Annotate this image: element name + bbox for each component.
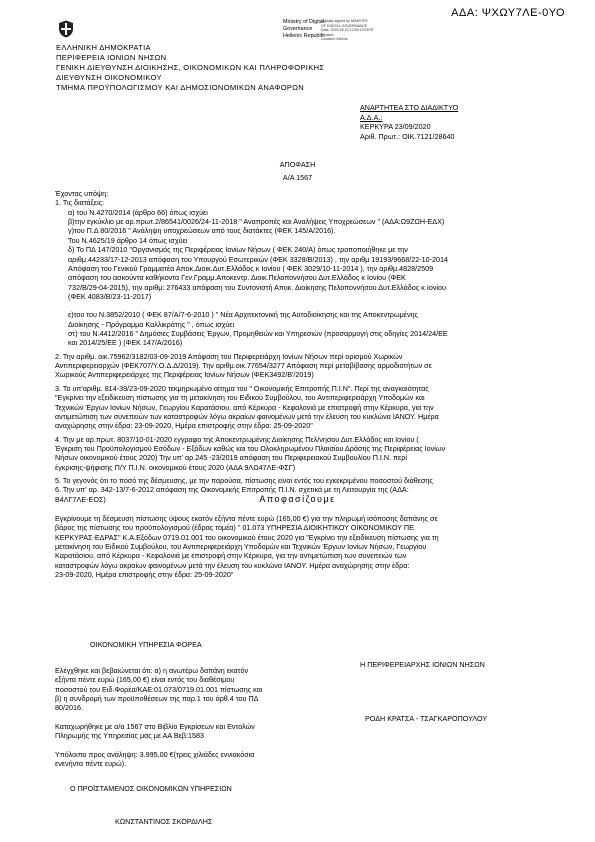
decision-line: καταστροφών λόγω ακραίων φαινομένων μετά την έλευση του κυκλώνα ΙΑΝΟΥ. Ημέρα αναχώρησης στην έδρα: <box>55 560 410 570</box>
item-2 <box>55 352 552 380</box>
protocol-number: Αριθ. Πρωτ.: ΟΙΚ.7121/28640 <box>360 132 455 142</box>
item-3-line: αναχώρησης στην έδρα: 23-09-2020, Ημέρα επιστροφής στην έδρα: 25-09-2020" <box>55 421 313 431</box>
posting-notice: ΑΝΑΡΤΗΤΕΑ ΣΤΟ ΔΙΑΔΙΚΤΥΟ <box>360 103 459 112</box>
provision-line: α) του Ν.4270/2014 (άρθρο 66) όπως ισχύει <box>68 207 208 217</box>
registration-line: Καταχωρήθηκε με α/α 1567 στο Βιβλίο Εγκρίσεων και Εντολών <box>55 721 255 731</box>
provision-line: και 2014/25/ΕΕ ) (ΦΕΚ 147/Α/2016) <box>68 338 183 348</box>
item-4-line: 4. Την με αρ.πρωτ. 8037/10-01-2020 εγγραφο της Αποκεντρωμένης Διοίκησης Πελ/νησου Δυτ.Ελλάδος και Ιονίου ( <box>55 434 419 444</box>
provision-line: αριθμ.44233/17-12-2013 απόφαση του Υπουργού Εσωτερικών (ΦΕΚ 3328/Β/2013) , την αριθμ 19193/9668/22-10-2014 <box>68 254 448 264</box>
header-line: ΤΜΗΜΑ ΠΡΟΫΠΟΛΟΓΙΣΜΟΥ ΚΑΙ ΔΗΜΟΣΙΟΝΟΜΙΚΩΝ ΑΝΑΦΟΡΩΝ <box>56 83 305 93</box>
document-info <box>360 103 458 142</box>
item-2-line: 2. Την αριθμ. οικ.75962/3182/03-09-2019 Απόφαση του Περιφερειάρχη Ιονίων Νήσων περί ορισμού Χωρικών <box>55 351 403 361</box>
decision-line: μετακίνηση του Ειδικού Συμβούλου, του Αντιπεριφερειάρχη Υποδομών και Τεχνικών Έργων Ιονίων Νήσων, Γεωργίου <box>55 542 427 552</box>
digital-signature-details <box>321 19 374 42</box>
header-line: ΔΙΕΥΘΥΝΣΗ ΟΙΚΟΝΟΜΙΚΟΥ <box>56 73 162 83</box>
item-4-line: Νήσων οικονομικού έτους 2020) Την υπ' αρ.245 -23/2019 απόφαση του Περιφερειακού Συμβουλίου Π.Ι.Ν. περί <box>55 453 407 463</box>
ada-code-top: ΑΔΑ: ΨΧΩΥ7ΛΕ-0ΥΟ <box>451 7 565 19</box>
digital-signature-block <box>283 19 325 39</box>
decision-line: βάρος της πίστωσης του προϋπολογισμού (έδρας τομέα) " 01.073 ΥΠΗΡΕΣΙΑ ΔΙΟΙΚΗΤΙΚΟΥ ΟΙΚΟΝΟΜΙΚΟΥ ΠΕ <box>55 523 414 533</box>
item-1-label: 1. Τις διατάξεις: <box>55 198 105 208</box>
item-6-line: 6. Την υπ' αρ. 342-13/7-6-2012 απόφαση της Οικονομικής Επιτροπής Π.Ι.Ν. σχετικά με τη Λειτουργία της (ΑΔΑ: <box>55 485 409 495</box>
issuer-header <box>56 43 324 93</box>
registration-line: Πληρωμής της Υπηρεσίας μας με ΑΑ Βεβ:1583 <box>55 731 204 741</box>
decision-title: ΑΠΟΦΑΣΗ <box>279 160 316 169</box>
provision-line: απόφαση του ασκούντα καθήκοντα Γεν.Γραμμ.Αποκεντρ. Διοικ.Πελοποννήσου Δυτ.Ελλάδος κ Ιονίου (ΦΕΚ <box>68 273 406 283</box>
item-4-line: έγκρισης-ψήφισης Π/Υ Π.Ι.Ν. οικονομικού έτους 2020 (ΑΔΑ 9ΛΩ47ΛΕ-ΦΣΓ) <box>55 462 296 472</box>
signature-detail: OF DIGITAL GOVERNANCE <box>321 23 368 28</box>
ada-label: Α.Δ.Α.: <box>360 112 383 122</box>
provision-line: δ) Το ΠΔ 147/2010 "Οργανισμός της Περιφέρειας Ιονίων Νήσων ( ΦΕΚ 240/Α) όπως τροποποιήθηκε με την <box>68 245 408 255</box>
decide-heading: Αποφασίζουμε <box>259 494 336 504</box>
item-3-line: "Εγκρίνει την εξειδίκευση πίστωσης για τη μετακίνηση του Ειδικού Συμβούλου, του Αντιπεριφερειάρχη Υποδομών και <box>55 393 425 403</box>
head-of-services-name: ΚΩΝΣΤΑΝΤΙΝΟΣ ΣΚΟΡΔΙΛΗΣ <box>115 817 213 826</box>
decision-number: Α/Α 1567 <box>282 173 313 182</box>
decision-line: 23-09-2020, Ημέρα επιστροφής στην έδρα: 25-09-2020" <box>55 570 234 580</box>
decision-body <box>55 514 552 580</box>
remaining-line: ενενήντα πέντε ευρώ). <box>55 758 127 768</box>
signature-detail: Date: 2020.09.23 12:55:19 EEST <box>321 28 374 33</box>
provision-line: β)την εγκύκλιο με αρ.πρωτ.2/86541/0026/24-11-2018 " Αναπροπές και Αναλήψεις Υποχρεώσεων " (ΑΔΑ:Ω9ΖΩΗ-ΕΔΧ) <box>68 217 445 227</box>
provision-line <box>68 301 552 310</box>
item-1-provisions <box>55 208 552 348</box>
verification-line: 80/2016. <box>55 703 83 713</box>
provision-line: (ΦΕΚ 4083/Β/23-11-2017) <box>68 291 152 301</box>
decision-line: Εγκρίνουμε τη δέσμευση πίστωσης ύψους εκατόν εξήντα πέντε ευρώ (165,00 €) για την πληρωμή ισόποσης δαπάνης σε <box>55 514 438 523</box>
item-4 <box>55 435 552 472</box>
item-2-line: Αντιπεριφερειαρχών (ΦΕΚ707/Υ.Ο.Δ.Δ/2019). Την αριθμ.οικ.77654/3277 Απόφαση περί μεταβίβασης αρμοδιοτήτων σε <box>55 361 432 371</box>
provision-line: στ) του Ν.4412/2016 " Δημόσιες Συμβάσεις Έργων, Προμηθειών και Υπηρεσιών (προσαρμογή στις οδηγίες 2014/24/ΕΕ <box>68 329 448 339</box>
item-4-line: Έγκριση του Προϋπολογισμού Εσόδων - Εξόδων καθώς και του Ολοκληρωμένου Πλαισίου Δράσης της Περιφέρειας Ιονίων <box>55 443 446 453</box>
verification-line: β) η συνδρομή των προϋποθέσεων της παρ.1 του άρθ.4 του ΠΔ <box>55 694 259 704</box>
item-3 <box>55 384 552 431</box>
verification-line: Ελέγχθηκε και βεβαιώνεται ότι: α) η ανωτέρω δαπάνη εκατόν <box>55 666 249 675</box>
provision-line: Απόφαση του Γενικού Γραμματέα Αποκ.Διοικ.Δυτ.Ελλάδος κ Ιονίου ( ΦΕΚ 3029/10-11-2014 ), την αριθμ.4828/2509 <box>68 263 434 273</box>
governor-name: ΡΟΔΗ ΚΡΑΤΣΑ - ΤΣΑΓΚΑΡΟΠΟΥΛΟΥ <box>365 714 488 723</box>
considerations-section <box>55 189 552 504</box>
financial-service-title: ΟΙΚΟΝΟΜΙΚΗ ΥΠΗΡΕΣΙΑ ΦΟΡΕΑ <box>90 640 202 649</box>
signature-detail: Reason: <box>321 32 335 37</box>
ministry-line: Governance <box>283 25 313 32</box>
item-3-line: αντιμετώπιση των συνεπειών των καταστροφών λόγω ακραίων φαινομένων μετά την έλευση του κυκλώνα ΙΑΝΟΥ. Ημέρα <box>55 411 439 421</box>
decision-line: ΚΕΡΚΥΡΑΣ-ΕΔΡΑΣ" Κ.Α.Εξόδων 0719.01.001 του οικονομικού έτους 2020 για "Εγκρίνει την εξειδίκευση πίστωσης για τη <box>55 532 439 542</box>
provision-line: 732/Β/29-04-2015), την αριθμ: 276433 απόφαση του Συντονιστή Αποκ. Διοίκησης Πελοποννήσου Δυτ.Ελλάδος κ Ιονίου <box>68 282 446 292</box>
provision-line: γ)του Π.Δ 80/2016 " Ανάληψη υποχρεώσεων από τους διατάκτες (ΦΕΚ 145/Α/2016). <box>68 226 336 236</box>
header-line: ΕΛΛΗΝΙΚΗ ΔΗΜΟΚΡΑΤΙΑ <box>56 43 151 52</box>
intro-text: Έχοντας υπόψη: <box>55 189 109 198</box>
provision-line: ε)του του Ν.3852/2010 ( ΦΕΚ 87/Α/7-6-2010 ) " Νέα Αρχιτεκτονική της Αυτοδιοίκησης και της Αποκεντρωμένης <box>68 310 419 320</box>
item-2-line: Χωρικούς Αντιπεριφερειάρχες της Περιφέρειας Ιονίων Νήσων (ΦΕΚ3492/Β'/2019) <box>55 370 314 380</box>
hellenic-emblem-icon <box>58 20 74 38</box>
provision-line: Του Ν.4625/19 άρθρο 14 όπως ισχύει <box>68 235 188 245</box>
document-date: ΚΕΡΚΥΡΑ 23/09/2020 <box>360 122 431 132</box>
service-verification <box>55 666 310 768</box>
signature-detail: Location: Athens <box>321 37 348 42</box>
verification-line: ποσοστού του Ειδ.Φορέα/ΚΑΕ:01.073/0719.01.001 πίστωσης και <box>55 684 263 694</box>
item-5: 5. Το γεγονός ότι το ποσό της δέσμευσης, με την παρούσα, πίστωσης είναι εντός του εγκεκριμένου ποσοστού διάθεσης <box>55 476 433 486</box>
header-line: ΓΕΝΙΚΗ ΔΙΕΥΘΥΝΣΗ ΔΙΟΙΚΗΣΗΣ, ΟΙΚΟΝΟΜΙΚΩΝ ΚΑΙ ΠΛΗΡΟΦΟΡΙΚΗΣ <box>56 63 325 73</box>
ministry-line: Ministry of Digital <box>283 19 325 25</box>
item-6-line: Β4ΛΓ7ΛΕ-ΕΟΣ) <box>55 494 106 504</box>
ministry-line: Hellenic Republic <box>283 32 325 39</box>
provision-line: Διοίκησης - Πρόγραμμα Καλλικράτης " , όπως ισχύει <box>68 319 235 329</box>
item-3-line: 3. Το υπ'αριθμ. 814-39/23-09-2020 τεκμηριωμένο αίτημα του " Οικονομικής Επιτροπής Π.Ι.Ν". Περί της αναγκαιότητας <box>55 383 429 393</box>
verification-line: εξήντα πέντε ευρώ (165,00 €) είναι εντός του διαθέσιμου <box>55 675 235 685</box>
decision-line: Καρατάσιου, από Κέρκυρα - Κεφαλονιά με επιστροφή στην Κέρκυρα, για την αντιμετώπιση των συνεπειών των <box>55 551 407 561</box>
item-3-line: Τεχνικών Έργων Ιονίων Νήσων, Γεωργίου Καρατάσιου, από Κέρκυρα - Κεφαλονιά με επιστροφή στην Κέρκυρα, για την <box>55 402 434 412</box>
regional-governor-title: Η ΠΕΡΙΦΕΡΕΙΑΡΧΗΣ ΙΟΝΙΩΝ ΝΗΣΩΝ <box>360 660 485 669</box>
signature-detail: Digitally signed by MINISTRY <box>321 19 369 23</box>
header-line: ΠΕΡΙΦΕΡΕΙΑ ΙΟΝΙΩΝ ΝΗΣΩΝ <box>56 53 167 63</box>
head-of-services-title: Ο ΠΡΟΪΣΤΑΜΕΝΟΣ ΟΙΚΟΝΟΜΙΚΩΝ ΥΠΗΡΕΣΙΩΝ <box>70 784 232 793</box>
remaining-line: Υπόλοιπο προς ανάληψη: 3.995,00 €(τρεις χιλιάδες εννιακόσια <box>55 749 255 759</box>
